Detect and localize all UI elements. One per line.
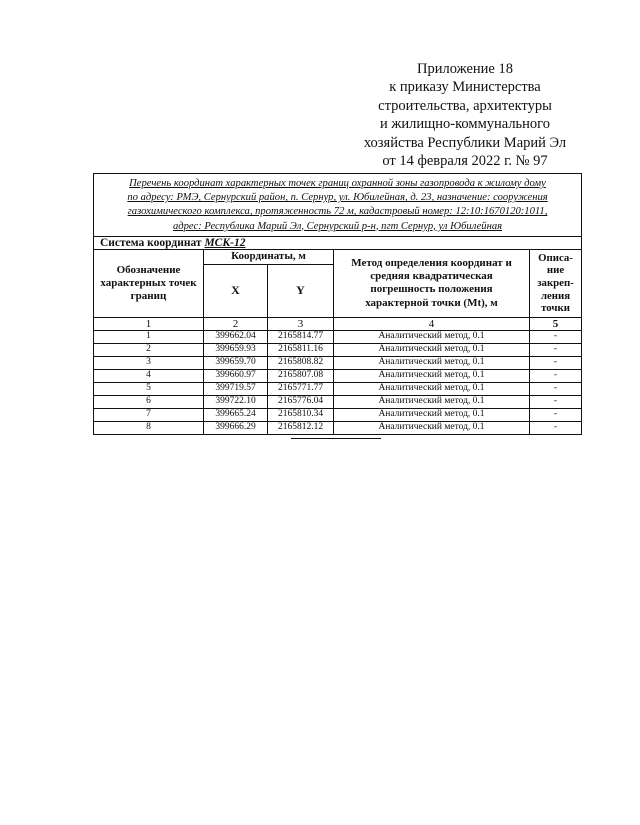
- coordinate-system: [94, 236, 582, 249]
- table-row: [94, 356, 582, 369]
- cell-point: 6: [94, 395, 204, 408]
- table-title-line: газохимического комплекса, протяженность 72 м, кадастровый номер: 12:10:1670120:1011,: [127, 206, 548, 218]
- table-title: [94, 174, 582, 237]
- appendix-line: Приложение 18: [417, 61, 513, 77]
- table-row: [94, 369, 582, 382]
- cell-method: Аналитический метод, 0.1: [334, 330, 530, 343]
- cell-description: -: [530, 408, 582, 421]
- column-number: 3: [268, 317, 334, 330]
- cell-point: 4: [94, 369, 204, 382]
- cell-y: 2165812.12: [268, 421, 334, 434]
- column-number: 5: [530, 317, 582, 330]
- cell-y: 2165807.08: [268, 369, 334, 382]
- column-number: 1: [94, 317, 204, 330]
- cell-y: 2165811.16: [268, 343, 334, 356]
- appendix-line: и жилищно-коммунального: [379, 116, 551, 133]
- cell-description: -: [530, 330, 582, 343]
- cell-point: 7: [94, 408, 204, 421]
- cell-x: 399662.04: [204, 330, 268, 343]
- cell-description: -: [530, 369, 582, 382]
- cell-description: -: [530, 343, 582, 356]
- cell-description: -: [530, 356, 582, 369]
- appendix-line: к приказу Министерства: [389, 79, 541, 96]
- coordinate-system-value: МСК-12: [204, 236, 246, 249]
- table-row: [94, 330, 582, 343]
- column-number: 4: [334, 317, 530, 330]
- cell-y: 2165771.77: [268, 382, 334, 395]
- coordinates-table: [93, 173, 582, 435]
- cell-point: 3: [94, 356, 204, 369]
- table-row: [94, 421, 582, 434]
- cell-method: Аналитический метод, 0.1: [334, 421, 530, 434]
- header-x: X: [204, 264, 268, 317]
- cell-x: 399659.93: [204, 343, 268, 356]
- cell-x: 399719.57: [204, 382, 268, 395]
- table-title-line: Перечень координат характерных точек границ охранной зоны газопровода к жилому дому: [129, 178, 546, 189]
- cell-y: 2165808.82: [268, 356, 334, 369]
- cell-y: 2165776.04: [268, 395, 334, 408]
- table-title-line: адрес: Республика Марий Эл, Сернурский р-н, пгт Сернур, ул Юбилейная: [172, 220, 503, 232]
- column-number: 2: [204, 317, 268, 330]
- table-title-line: по адресу: РМЭ, Сернурский район, п. Сернур, ул. Юбилейная, д. 23, назначение: сооружения: [127, 192, 548, 204]
- cell-x: 399659.70: [204, 356, 268, 369]
- cell-y: 2165810.34: [268, 408, 334, 421]
- cell-description: -: [530, 421, 582, 434]
- cell-method: Аналитический метод, 0.1: [334, 408, 530, 421]
- header-method: Метод определения координат и средняя квадратическая погрешность положения характерной точки (Mt), м: [334, 249, 530, 317]
- cell-y: 2165814.77: [268, 330, 334, 343]
- cell-description: -: [530, 382, 582, 395]
- cell-method: Аналитический метод, 0.1: [334, 356, 530, 369]
- table-row: [94, 408, 582, 421]
- cell-point: 5: [94, 382, 204, 395]
- appendix-line: хозяйства Республики Марий Эл: [363, 134, 567, 151]
- appendix-line: строительства, архитектуры: [378, 97, 552, 114]
- cell-point: 8: [94, 421, 204, 434]
- coordinate-system-label: Система координат: [100, 236, 202, 249]
- cell-method: Аналитический метод, 0.1: [334, 369, 530, 382]
- column-numbers-row: [94, 317, 582, 330]
- cell-method: Аналитический метод, 0.1: [334, 382, 530, 395]
- appendix-line: от 14 февраля 2022 г. № 97: [382, 153, 548, 170]
- header-coordinates: Координаты, м: [204, 249, 334, 264]
- header-y: Y: [268, 264, 334, 317]
- table-row: [94, 395, 582, 408]
- cell-x: 399666.29: [204, 421, 268, 434]
- cell-method: Аналитический метод, 0.1: [334, 395, 530, 408]
- appendix-header: [330, 60, 600, 170]
- header-description: Описа-ние закреп-ления точки: [530, 249, 582, 317]
- cell-point: 1: [94, 330, 204, 343]
- cell-description: -: [530, 395, 582, 408]
- cell-x: 399665.24: [204, 408, 268, 421]
- header-point: Обозначение характерных точек границ: [94, 249, 204, 317]
- table-row: [94, 382, 582, 395]
- cell-method: Аналитический метод, 0.1: [334, 343, 530, 356]
- cell-x: 399722.10: [204, 395, 268, 408]
- table-row: [94, 343, 582, 356]
- signature-line: [291, 438, 381, 439]
- cell-x: 399660.97: [204, 369, 268, 382]
- cell-point: 2: [94, 343, 204, 356]
